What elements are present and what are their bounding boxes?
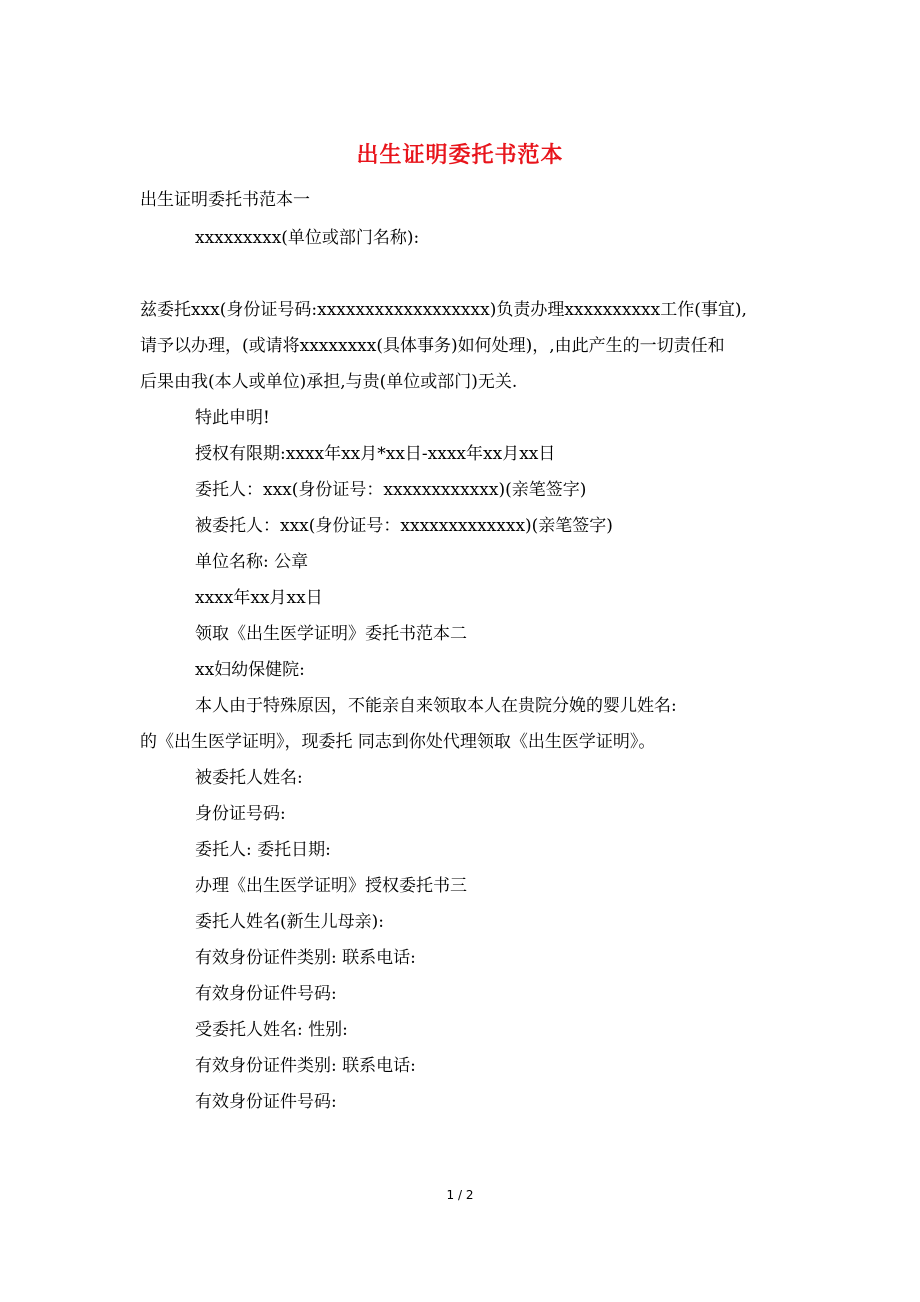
form-field-line: 委托人姓名(新生儿母亲):	[195, 912, 384, 932]
form-field-line: 被委托人姓名:	[195, 768, 303, 788]
unit-name-line: 单位名称: 公章	[195, 552, 309, 572]
section-heading-2: 领取《出生医学证明》委托书范本二	[195, 624, 467, 644]
form-field-line: 有效身份证件号码:	[195, 984, 337, 1004]
validity-period-line: 授权有限期:xxxx年xx月*xx日-xxxx年xx月xx日	[195, 444, 556, 464]
paragraph-line: 本人由于特殊原因，不能亲自来领取本人在贵院分娩的婴儿姓名:	[195, 696, 677, 716]
section-heading-1: 出生证明委托书范本一	[140, 190, 310, 210]
declaration-line: 特此申明!	[195, 408, 270, 428]
page-number: 1 / 2	[446, 1188, 474, 1202]
form-field-line: 委托人: 委托日期:	[195, 840, 331, 860]
form-field-line: 有效身份证件类别: 联系电话:	[195, 1056, 416, 1076]
form-field-line: 身份证号码:	[195, 804, 286, 824]
form-field-line: 有效身份证件类别: 联系电话:	[195, 948, 416, 968]
hospital-addressee-line: xx妇幼保健院:	[195, 660, 305, 680]
paragraph-line: 的《出生医学证明》，现委托 同志到你处代理领取《出生医学证明》。	[140, 732, 656, 752]
document-title: 出生证明委托书范本	[356, 142, 564, 168]
addressee-line: xxxxxxxxx(单位或部门名称):	[195, 228, 420, 248]
form-field-line: 有效身份证件号码:	[195, 1092, 337, 1112]
agent-line: 被委托人：xxx(身份证号：xxxxxxxxxxxxx)(亲笔签字)	[195, 516, 613, 536]
paragraph-line: 请予以办理，(或请将xxxxxxxx(具体事务)如何处理)，,由此产生的一切责任和	[140, 336, 725, 356]
paragraph-line: 兹委托xxx(身份证号码:xxxxxxxxxxxxxxxxxx)负责办理xxxxxxxxxx工作(事宜),	[140, 300, 747, 320]
paragraph-line: 后果由我(本人或单位)承担,与贵(单位或部门)无关.	[140, 372, 518, 392]
date-line: xxxx年xx月xx日	[195, 588, 323, 608]
principal-line: 委托人：xxx(身份证号：xxxxxxxxxxxx)(亲笔签字)	[195, 480, 587, 500]
section-heading-3: 办理《出生医学证明》授权委托书三	[195, 876, 467, 896]
form-field-line: 受委托人姓名: 性别:	[195, 1020, 348, 1040]
